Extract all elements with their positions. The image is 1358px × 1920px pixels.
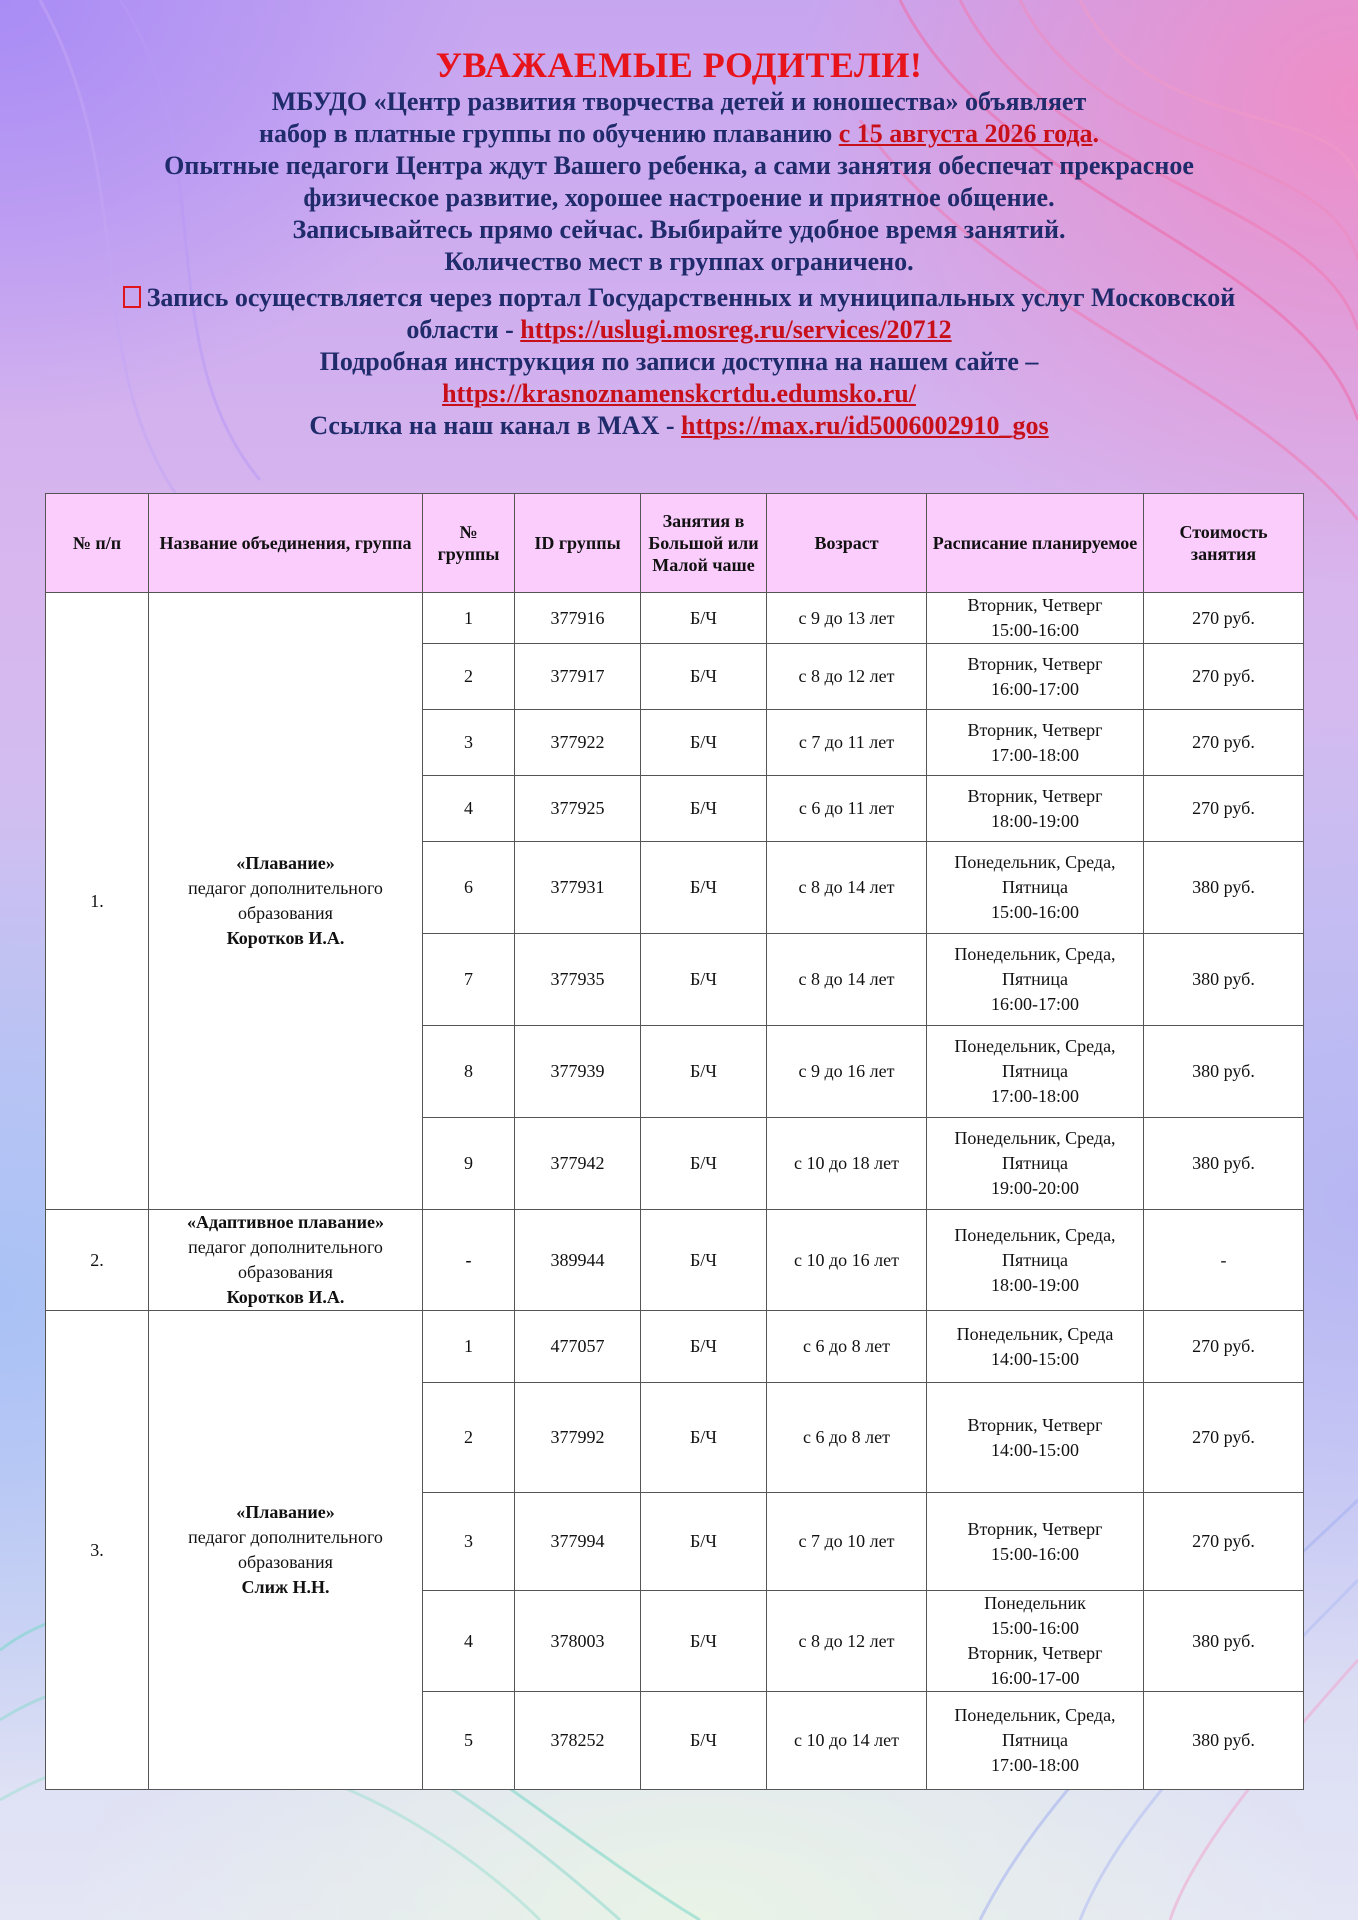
schedule-line: Вторник, Четверг — [967, 1643, 1103, 1663]
section-number: 1. — [46, 593, 149, 1210]
section-number: 2. — [46, 1210, 149, 1311]
schedule-line: Понедельник, Среда, — [954, 1705, 1116, 1725]
pool-type: Б/Ч — [641, 842, 767, 934]
schedule-cell — [927, 1026, 1144, 1118]
schedule-cell — [927, 1383, 1144, 1493]
schedule-line: 15:00-16:00 — [991, 620, 1079, 640]
group-id: 477057 — [515, 1311, 641, 1383]
teacher-role: педагог дополнительного образования — [188, 1237, 383, 1282]
announcement-text: Ссылка на наш канал в МАХ - — [309, 411, 682, 440]
schedule-cell — [927, 842, 1144, 934]
price: 270 руб. — [1144, 710, 1304, 776]
group-id: 377917 — [515, 644, 641, 710]
teacher-role: педагог дополнительного образования — [188, 1527, 383, 1572]
age-range: с 7 до 10 лет — [767, 1493, 927, 1591]
schedule-line: Понедельник, Среда, — [954, 1036, 1116, 1056]
missing-glyph-icon — [123, 286, 141, 308]
schedule-line: 14:00-15:00 — [991, 1439, 1079, 1460]
announcement-line — [0, 410, 1358, 442]
price: 270 руб. — [1144, 1383, 1304, 1493]
schedule-line: Пятница — [1001, 1730, 1069, 1750]
group-id: 377922 — [515, 710, 641, 776]
group-id: 389944 — [515, 1210, 641, 1311]
table-header-row — [46, 494, 1304, 593]
schedule-cell — [927, 1210, 1144, 1311]
pool-type: Б/Ч — [641, 1692, 767, 1790]
group-number: 2 — [423, 644, 515, 710]
header-group-no: № группы — [423, 494, 515, 593]
price: 270 руб. — [1144, 1493, 1304, 1591]
association-title: «Плавание» — [236, 853, 335, 873]
schedule-cell — [927, 1493, 1144, 1591]
header-num: № п/п — [46, 494, 149, 593]
pool-type: Б/Ч — [641, 1591, 767, 1692]
announcement-header — [0, 44, 1358, 442]
pool-type: Б/Ч — [641, 1493, 767, 1591]
announcement-text: набор в платные группы по обучению плаванию — [258, 119, 839, 148]
header-name: Название объединения, группа — [149, 494, 423, 593]
schedule-cell — [927, 1692, 1144, 1790]
header-age: Возраст — [767, 494, 927, 593]
header-schedule: Расписание планируемое — [927, 494, 1144, 593]
schedule-line: 17:00-18:00 — [991, 1755, 1079, 1775]
group-id: 377935 — [515, 934, 641, 1026]
group-id: 377942 — [515, 1118, 641, 1210]
start-date: с 15 августа 2026 года — [838, 119, 1093, 148]
price: 270 руб. — [1144, 776, 1304, 842]
pool-type: Б/Ч — [641, 1118, 767, 1210]
pool-type: Б/Ч — [641, 776, 767, 842]
schedule-line: Вторник, Четверг — [967, 1414, 1103, 1435]
schedule-line: Понедельник, Среда — [956, 1323, 1114, 1344]
schedule-line: Пятница — [1001, 1153, 1069, 1173]
group-id: 378003 — [515, 1591, 641, 1692]
association-name — [149, 593, 423, 1210]
schedule-line: 18:00-19:00 — [991, 1274, 1079, 1295]
header-pool: Занятия в Большой или Малой чаше — [641, 494, 767, 593]
group-number: 7 — [423, 934, 515, 1026]
schedule-line: 15:00-16:00 — [991, 1618, 1079, 1638]
schedule-line: 15:00-16:00 — [991, 1543, 1079, 1564]
schedule-line: Понедельник — [984, 1593, 1086, 1613]
schedule-line: Понедельник, Среда, — [954, 944, 1116, 964]
pool-type: Б/Ч — [641, 1026, 767, 1118]
schedule-cell — [927, 776, 1144, 842]
age-range: с 10 до 14 лет — [767, 1692, 927, 1790]
table-body — [46, 593, 1304, 1790]
pool-type: Б/Ч — [641, 934, 767, 1026]
schedule-line: 16:00-17-00 — [990, 1668, 1080, 1688]
table-row — [46, 593, 1304, 644]
age-range: с 6 до 8 лет — [767, 1311, 927, 1383]
schedule-line: Пятница — [1001, 1249, 1069, 1270]
pool-type: Б/Ч — [641, 644, 767, 710]
schedule-cell — [927, 934, 1144, 1026]
table-row — [46, 1210, 1304, 1311]
announcement-line: Количество мест в группах ограничено. — [444, 247, 914, 276]
schedule-cell — [927, 1591, 1144, 1692]
group-id: 377931 — [515, 842, 641, 934]
schedule-line: 15:00-16:00 — [991, 902, 1079, 922]
price: 380 руб. — [1144, 1591, 1304, 1692]
age-range: с 10 до 16 лет — [767, 1210, 927, 1311]
portal-link[interactable]: https://uslugi.mosreg.ru/services/20712 — [520, 315, 952, 344]
price: 380 руб. — [1144, 934, 1304, 1026]
group-number: 1 — [423, 1311, 515, 1383]
age-range: с 10 до 18 лет — [767, 1118, 927, 1210]
announcement-line — [0, 282, 1358, 314]
association-title: «Адаптивное плавание» — [187, 1212, 384, 1232]
announcement-line — [0, 314, 1358, 346]
announcement-text: Запись осуществляется через портал Государственных и муниципальных услуг Московской — [146, 283, 1236, 312]
schedule-line: Понедельник, Среда, — [954, 1224, 1116, 1245]
price: 380 руб. — [1144, 1118, 1304, 1210]
price: - — [1144, 1210, 1304, 1311]
announcement-line: физическое развитие, хорошее настроение и приятное общение. — [303, 183, 1055, 212]
association-name — [149, 1311, 423, 1790]
age-range: с 8 до 12 лет — [767, 644, 927, 710]
age-range: с 9 до 16 лет — [767, 1026, 927, 1118]
schedule-line: Вторник, Четверг — [967, 653, 1103, 674]
group-number: 5 — [423, 1692, 515, 1790]
schedule-line: 17:00-18:00 — [991, 1086, 1079, 1106]
group-number: 3 — [423, 1493, 515, 1591]
price: 380 руб. — [1144, 842, 1304, 934]
schedule-line: Вторник, Четверг — [967, 1518, 1103, 1539]
group-id: 377994 — [515, 1493, 641, 1591]
schedule-cell — [927, 710, 1144, 776]
site-link[interactable]: https://krasnoznamenskcrtdu.edumsko.ru/ — [442, 379, 916, 408]
schedule-line: 16:00-17:00 — [991, 678, 1079, 699]
group-number: 1 — [423, 593, 515, 644]
age-range: с 8 до 14 лет — [767, 842, 927, 934]
group-id: 378252 — [515, 1692, 641, 1790]
age-range: с 6 до 8 лет — [767, 1383, 927, 1493]
header-group-id: ID группы — [515, 494, 641, 593]
pool-type: Б/Ч — [641, 1383, 767, 1493]
group-number: 6 — [423, 842, 515, 934]
group-number: 2 — [423, 1383, 515, 1493]
pool-type: Б/Ч — [641, 1311, 767, 1383]
price: 270 руб. — [1144, 1311, 1304, 1383]
announcement-text: области - — [406, 315, 521, 344]
group-id: 377925 — [515, 776, 641, 842]
schedule-line: 16:00-17:00 — [991, 994, 1079, 1014]
section-number: 3. — [46, 1311, 149, 1790]
schedule-line: 18:00-19:00 — [991, 810, 1079, 831]
schedule-line: Понедельник, Среда, — [954, 1128, 1116, 1148]
teacher-role: педагог дополнительного образования — [188, 878, 383, 923]
price: 270 руб. — [1144, 644, 1304, 710]
age-range: с 9 до 13 лет — [767, 593, 927, 644]
schedule-cell — [927, 1118, 1144, 1210]
schedule-line: 14:00-15:00 — [991, 1348, 1079, 1369]
age-range: с 8 до 14 лет — [767, 934, 927, 1026]
schedule-line: Пятница — [1001, 1061, 1069, 1081]
age-range: с 8 до 12 лет — [767, 1591, 927, 1692]
announcement-text: . — [1092, 119, 1100, 148]
group-number: 4 — [423, 1591, 515, 1692]
age-range: с 6 до 11 лет — [767, 776, 927, 842]
schedule-line: Вторник, Четверг — [967, 719, 1103, 740]
schedule-line: 17:00-18:00 — [991, 744, 1079, 765]
schedule-line: Вторник, Четверг — [967, 785, 1103, 806]
age-range: с 7 до 11 лет — [767, 710, 927, 776]
price: 380 руб. — [1144, 1692, 1304, 1790]
schedule-cell — [927, 644, 1144, 710]
teacher-name: Коротков И.А. — [226, 1287, 345, 1307]
group-number: 4 — [423, 776, 515, 842]
teacher-name: Слиж Н.Н. — [241, 1577, 330, 1597]
announcement-line: Подробная инструкция по записи доступна на нашем сайте – — [319, 347, 1039, 376]
max-channel-link[interactable]: https://max.ru/id5006002910_gos — [681, 411, 1049, 440]
schedule-line: Пятница — [1001, 969, 1069, 989]
price: 270 руб. — [1144, 593, 1304, 644]
table-row — [46, 1311, 1304, 1383]
announcement-line: МБУДО «Центр развития творчества детей и юношества» объявляет — [271, 87, 1087, 116]
schedule-cell — [927, 1311, 1144, 1383]
schedule-table — [45, 493, 1304, 1790]
schedule-line: 19:00-20:00 — [991, 1178, 1079, 1198]
pool-type: Б/Ч — [641, 710, 767, 776]
price: 380 руб. — [1144, 1026, 1304, 1118]
page-title: УВАЖАЕМЫЕ РОДИТЕЛИ! — [435, 45, 923, 85]
group-number: 8 — [423, 1026, 515, 1118]
group-number: 9 — [423, 1118, 515, 1210]
pool-type: Б/Ч — [641, 593, 767, 644]
schedule-line: Пятница — [1001, 877, 1069, 897]
schedule-line: Вторник, Четверг — [967, 595, 1103, 615]
association-name — [149, 1210, 423, 1311]
teacher-name: Коротков И.А. — [226, 928, 345, 948]
header-price: Стоимость занятия — [1144, 494, 1304, 593]
announcement-line — [0, 378, 1358, 410]
group-number: - — [423, 1210, 515, 1311]
group-id: 377916 — [515, 593, 641, 644]
group-id: 377992 — [515, 1383, 641, 1493]
group-id: 377939 — [515, 1026, 641, 1118]
announcement-line: Записывайтесь прямо сейчас. Выбирайте удобное время занятий. — [292, 215, 1066, 244]
association-title: «Плавание» — [236, 1502, 335, 1522]
pool-type: Б/Ч — [641, 1210, 767, 1311]
announcement-line — [0, 118, 1358, 150]
schedule-line: Понедельник, Среда, — [954, 852, 1116, 872]
group-number: 3 — [423, 710, 515, 776]
announcement-line: Опытные педагоги Центра ждут Вашего ребенка, а сами занятия обеспечат прекрасное — [164, 151, 1194, 180]
schedule-cell — [927, 593, 1144, 644]
